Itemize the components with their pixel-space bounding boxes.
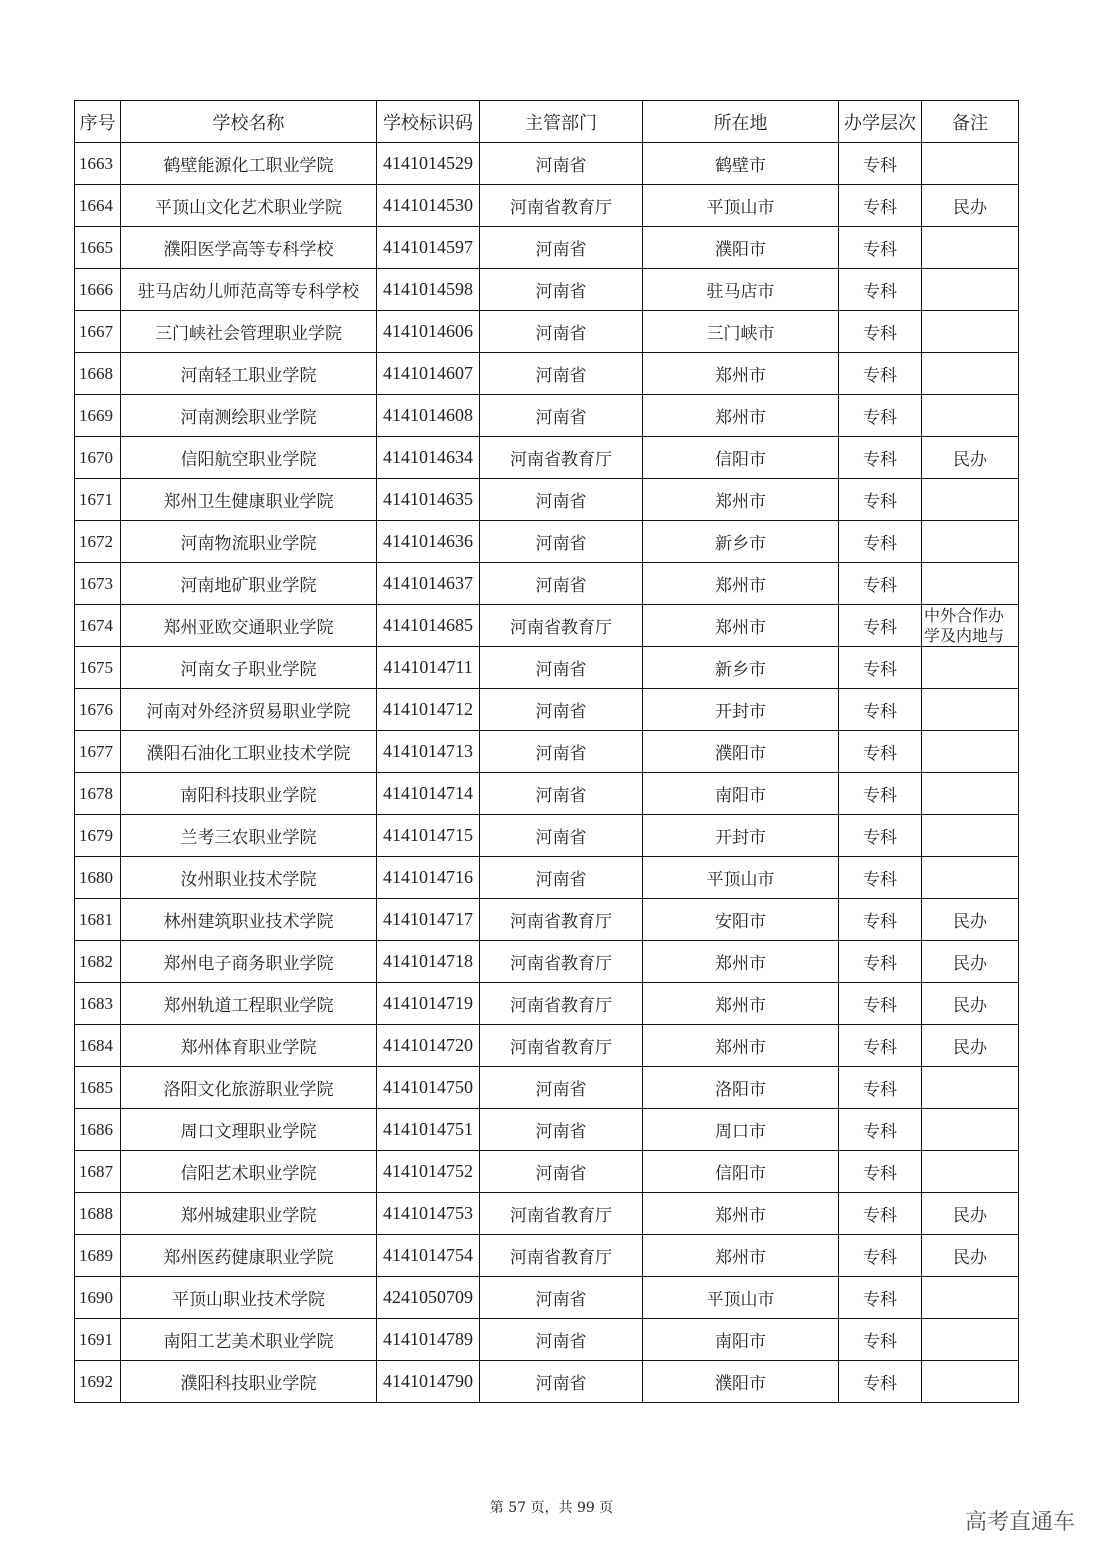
cell-level: 专科 bbox=[839, 1361, 922, 1403]
table-row bbox=[75, 437, 1019, 479]
table-row bbox=[75, 395, 1019, 437]
table-row bbox=[75, 815, 1019, 857]
cell-level: 专科 bbox=[839, 437, 922, 479]
cell-note: 民办 bbox=[922, 941, 1019, 983]
cell-dept: 河南省 bbox=[480, 815, 643, 857]
cell-name: 河南地矿职业学院 bbox=[121, 563, 377, 605]
cell-loc: 南阳市 bbox=[643, 773, 839, 815]
cell-dept: 河南省教育厅 bbox=[480, 1235, 643, 1277]
cell-loc: 信阳市 bbox=[643, 1151, 839, 1193]
cell-name: 兰考三农职业学院 bbox=[121, 815, 377, 857]
cell-dept: 河南省 bbox=[480, 1277, 643, 1319]
cell-dept: 河南省 bbox=[480, 143, 643, 185]
column-header: 办学层次 bbox=[839, 101, 922, 143]
cell-dept: 河南省教育厅 bbox=[480, 437, 643, 479]
cell-name: 信阳艺术职业学院 bbox=[121, 1151, 377, 1193]
cell-level: 专科 bbox=[839, 521, 922, 563]
cell-code: 4141014712 bbox=[377, 689, 480, 731]
cell-level: 专科 bbox=[839, 269, 922, 311]
cell-name: 濮阳医学高等专科学校 bbox=[121, 227, 377, 269]
table-row bbox=[75, 605, 1019, 647]
cell-idx: 1678 bbox=[75, 773, 121, 815]
cell-loc: 安阳市 bbox=[643, 899, 839, 941]
cell-level: 专科 bbox=[839, 353, 922, 395]
cell-code: 4141014750 bbox=[377, 1067, 480, 1109]
cell-loc: 开封市 bbox=[643, 689, 839, 731]
cell-idx: 1683 bbox=[75, 983, 121, 1025]
cell-loc: 洛阳市 bbox=[643, 1067, 839, 1109]
cell-idx: 1687 bbox=[75, 1151, 121, 1193]
cell-note bbox=[922, 857, 1019, 899]
cell-level: 专科 bbox=[839, 1067, 922, 1109]
cell-code: 4141014718 bbox=[377, 941, 480, 983]
cell-dept: 河南省 bbox=[480, 1361, 643, 1403]
cell-idx: 1681 bbox=[75, 899, 121, 941]
cell-level: 专科 bbox=[839, 395, 922, 437]
cell-level: 专科 bbox=[839, 899, 922, 941]
table-row bbox=[75, 689, 1019, 731]
cell-code: 4141014717 bbox=[377, 899, 480, 941]
table-row bbox=[75, 269, 1019, 311]
cell-loc: 郑州市 bbox=[643, 1025, 839, 1067]
cell-name: 南阳科技职业学院 bbox=[121, 773, 377, 815]
cell-note bbox=[922, 521, 1019, 563]
cell-idx: 1672 bbox=[75, 521, 121, 563]
cell-note bbox=[922, 1361, 1019, 1403]
cell-loc: 开封市 bbox=[643, 815, 839, 857]
cell-note: 民办 bbox=[922, 185, 1019, 227]
table-row bbox=[75, 773, 1019, 815]
cell-name: 鹤壁能源化工职业学院 bbox=[121, 143, 377, 185]
cell-note: 民办 bbox=[922, 1193, 1019, 1235]
table-row bbox=[75, 857, 1019, 899]
cell-code: 4141014714 bbox=[377, 773, 480, 815]
cell-dept: 河南省 bbox=[480, 731, 643, 773]
table-row bbox=[75, 479, 1019, 521]
cell-level: 专科 bbox=[839, 773, 922, 815]
cell-name: 郑州城建职业学院 bbox=[121, 1193, 377, 1235]
cell-code: 4141014685 bbox=[377, 605, 480, 647]
cell-level: 专科 bbox=[839, 941, 922, 983]
cell-code: 4141014608 bbox=[377, 395, 480, 437]
cell-loc: 郑州市 bbox=[643, 563, 839, 605]
cell-dept: 河南省教育厅 bbox=[480, 1193, 643, 1235]
cell-dept: 河南省 bbox=[480, 563, 643, 605]
cell-code: 4141014752 bbox=[377, 1151, 480, 1193]
table-header bbox=[75, 101, 1019, 143]
cell-level: 专科 bbox=[839, 647, 922, 689]
cell-loc: 平顶山市 bbox=[643, 185, 839, 227]
schools-table bbox=[74, 100, 1019, 1403]
table-row bbox=[75, 563, 1019, 605]
cell-note: 民办 bbox=[922, 437, 1019, 479]
cell-dept: 河南省教育厅 bbox=[480, 941, 643, 983]
column-header: 学校标识码 bbox=[377, 101, 480, 143]
table-row bbox=[75, 983, 1019, 1025]
table-row bbox=[75, 1277, 1019, 1319]
cell-note bbox=[922, 1067, 1019, 1109]
cell-code: 4141014716 bbox=[377, 857, 480, 899]
cell-name: 信阳航空职业学院 bbox=[121, 437, 377, 479]
cell-loc: 郑州市 bbox=[643, 1235, 839, 1277]
cell-note: 民办 bbox=[922, 1235, 1019, 1277]
cell-note bbox=[922, 689, 1019, 731]
cell-name: 河南女子职业学院 bbox=[121, 647, 377, 689]
cell-name: 洛阳文化旅游职业学院 bbox=[121, 1067, 377, 1109]
cell-dept: 河南省 bbox=[480, 1319, 643, 1361]
cell-idx: 1692 bbox=[75, 1361, 121, 1403]
cell-dept: 河南省教育厅 bbox=[480, 983, 643, 1025]
cell-code: 4141014713 bbox=[377, 731, 480, 773]
table-row bbox=[75, 647, 1019, 689]
cell-loc: 周口市 bbox=[643, 1109, 839, 1151]
cell-idx: 1670 bbox=[75, 437, 121, 479]
cell-idx: 1691 bbox=[75, 1319, 121, 1361]
table-row bbox=[75, 311, 1019, 353]
watermark: 高考直通车 bbox=[965, 1510, 1076, 1535]
cell-note bbox=[922, 563, 1019, 605]
cell-dept: 河南省教育厅 bbox=[480, 605, 643, 647]
cell-note bbox=[922, 1151, 1019, 1193]
cell-dept: 河南省 bbox=[480, 353, 643, 395]
cell-loc: 郑州市 bbox=[643, 1193, 839, 1235]
cell-name: 平顶山文化艺术职业学院 bbox=[121, 185, 377, 227]
cell-name: 林州建筑职业技术学院 bbox=[121, 899, 377, 941]
table-row bbox=[75, 731, 1019, 773]
column-header: 主管部门 bbox=[480, 101, 643, 143]
cell-level: 专科 bbox=[839, 1277, 922, 1319]
cell-note bbox=[922, 227, 1019, 269]
cell-idx: 1682 bbox=[75, 941, 121, 983]
table-row bbox=[75, 1319, 1019, 1361]
cell-loc: 三门峡市 bbox=[643, 311, 839, 353]
cell-name: 驻马店幼儿师范高等专科学校 bbox=[121, 269, 377, 311]
cell-name: 河南测绘职业学院 bbox=[121, 395, 377, 437]
column-header: 备注 bbox=[922, 101, 1019, 143]
cell-code: 4141014607 bbox=[377, 353, 480, 395]
cell-dept: 河南省 bbox=[480, 857, 643, 899]
cell-loc: 郑州市 bbox=[643, 941, 839, 983]
table-row bbox=[75, 1193, 1019, 1235]
cell-code: 4141014753 bbox=[377, 1193, 480, 1235]
cell-code: 4141014715 bbox=[377, 815, 480, 857]
cell-level: 专科 bbox=[839, 731, 922, 773]
cell-name: 三门峡社会管理职业学院 bbox=[121, 311, 377, 353]
cell-idx: 1689 bbox=[75, 1235, 121, 1277]
table-row bbox=[75, 521, 1019, 563]
cell-dept: 河南省 bbox=[480, 521, 643, 563]
cell-dept: 河南省 bbox=[480, 689, 643, 731]
cell-code: 4141014606 bbox=[377, 311, 480, 353]
cell-note: 民办 bbox=[922, 1025, 1019, 1067]
cell-dept: 河南省 bbox=[480, 773, 643, 815]
cell-dept: 河南省 bbox=[480, 479, 643, 521]
cell-idx: 1664 bbox=[75, 185, 121, 227]
cell-loc: 驻马店市 bbox=[643, 269, 839, 311]
cell-code: 4141014720 bbox=[377, 1025, 480, 1067]
cell-name: 郑州亚欧交通职业学院 bbox=[121, 605, 377, 647]
cell-idx: 1688 bbox=[75, 1193, 121, 1235]
cell-loc: 郑州市 bbox=[643, 479, 839, 521]
cell-note bbox=[922, 815, 1019, 857]
cell-dept: 河南省教育厅 bbox=[480, 899, 643, 941]
cell-idx: 1679 bbox=[75, 815, 121, 857]
column-header: 所在地 bbox=[643, 101, 839, 143]
cell-code: 4141014634 bbox=[377, 437, 480, 479]
cell-idx: 1673 bbox=[75, 563, 121, 605]
table-row bbox=[75, 899, 1019, 941]
cell-idx: 1677 bbox=[75, 731, 121, 773]
table-row bbox=[75, 353, 1019, 395]
cell-note bbox=[922, 1319, 1019, 1361]
cell-idx: 1675 bbox=[75, 647, 121, 689]
cell-level: 专科 bbox=[839, 227, 922, 269]
cell-loc: 信阳市 bbox=[643, 437, 839, 479]
cell-loc: 郑州市 bbox=[643, 605, 839, 647]
cell-loc: 濮阳市 bbox=[643, 227, 839, 269]
page-footer: 第 57 页，共 99 页 bbox=[489, 1500, 614, 1516]
cell-level: 专科 bbox=[839, 815, 922, 857]
column-header: 学校名称 bbox=[121, 101, 377, 143]
cell-note bbox=[922, 311, 1019, 353]
cell-note bbox=[922, 1109, 1019, 1151]
cell-note bbox=[922, 647, 1019, 689]
cell-level: 专科 bbox=[839, 1151, 922, 1193]
cell-loc: 濮阳市 bbox=[643, 1361, 839, 1403]
column-header: 序号 bbox=[75, 101, 121, 143]
cell-level: 专科 bbox=[839, 689, 922, 731]
cell-code: 4141014789 bbox=[377, 1319, 480, 1361]
cell-level: 专科 bbox=[839, 563, 922, 605]
cell-name: 河南物流职业学院 bbox=[121, 521, 377, 563]
table-row bbox=[75, 185, 1019, 227]
cell-note bbox=[922, 1277, 1019, 1319]
cell-code: 4141014754 bbox=[377, 1235, 480, 1277]
cell-note bbox=[922, 353, 1019, 395]
cell-code: 4141014790 bbox=[377, 1361, 480, 1403]
cell-idx: 1685 bbox=[75, 1067, 121, 1109]
cell-name: 濮阳科技职业学院 bbox=[121, 1361, 377, 1403]
cell-code: 4141014597 bbox=[377, 227, 480, 269]
cell-loc: 平顶山市 bbox=[643, 1277, 839, 1319]
cell-note bbox=[922, 269, 1019, 311]
cell-level: 专科 bbox=[839, 857, 922, 899]
cell-note: 民办 bbox=[922, 983, 1019, 1025]
cell-loc: 鹤壁市 bbox=[643, 143, 839, 185]
cell-note bbox=[922, 773, 1019, 815]
cell-name: 郑州体育职业学院 bbox=[121, 1025, 377, 1067]
cell-name: 汝州职业技术学院 bbox=[121, 857, 377, 899]
cell-dept: 河南省 bbox=[480, 1151, 643, 1193]
cell-level: 专科 bbox=[839, 479, 922, 521]
cell-dept: 河南省 bbox=[480, 227, 643, 269]
cell-idx: 1666 bbox=[75, 269, 121, 311]
cell-dept: 河南省 bbox=[480, 1067, 643, 1109]
cell-loc: 郑州市 bbox=[643, 395, 839, 437]
cell-level: 专科 bbox=[839, 143, 922, 185]
cell-level: 专科 bbox=[839, 605, 922, 647]
cell-dept: 河南省 bbox=[480, 269, 643, 311]
cell-name: 濮阳石油化工职业技术学院 bbox=[121, 731, 377, 773]
cell-code: 4141014711 bbox=[377, 647, 480, 689]
cell-loc: 新乡市 bbox=[643, 647, 839, 689]
cell-name: 周口文理职业学院 bbox=[121, 1109, 377, 1151]
cell-idx: 1686 bbox=[75, 1109, 121, 1151]
cell-code: 4141014637 bbox=[377, 563, 480, 605]
cell-loc: 平顶山市 bbox=[643, 857, 839, 899]
table-row bbox=[75, 1235, 1019, 1277]
cell-idx: 1668 bbox=[75, 353, 121, 395]
cell-code: 4141014636 bbox=[377, 521, 480, 563]
table-row bbox=[75, 1361, 1019, 1403]
cell-name: 郑州医药健康职业学院 bbox=[121, 1235, 377, 1277]
cell-idx: 1676 bbox=[75, 689, 121, 731]
cell-dept: 河南省 bbox=[480, 1109, 643, 1151]
cell-loc: 南阳市 bbox=[643, 1319, 839, 1361]
cell-code: 4141014635 bbox=[377, 479, 480, 521]
cell-dept: 河南省教育厅 bbox=[480, 185, 643, 227]
cell-level: 专科 bbox=[839, 983, 922, 1025]
cell-loc: 郑州市 bbox=[643, 983, 839, 1025]
cell-idx: 1669 bbox=[75, 395, 121, 437]
cell-idx: 1674 bbox=[75, 605, 121, 647]
table-row bbox=[75, 227, 1019, 269]
cell-level: 专科 bbox=[839, 1193, 922, 1235]
table-row bbox=[75, 1025, 1019, 1067]
table-row bbox=[75, 941, 1019, 983]
cell-idx: 1665 bbox=[75, 227, 121, 269]
cell-idx: 1690 bbox=[75, 1277, 121, 1319]
cell-name: 郑州卫生健康职业学院 bbox=[121, 479, 377, 521]
cell-level: 专科 bbox=[839, 1319, 922, 1361]
cell-name: 郑州电子商务职业学院 bbox=[121, 941, 377, 983]
cell-note bbox=[922, 479, 1019, 521]
cell-note: 民办 bbox=[922, 899, 1019, 941]
cell-level: 专科 bbox=[839, 1235, 922, 1277]
cell-idx: 1684 bbox=[75, 1025, 121, 1067]
cell-level: 专科 bbox=[839, 185, 922, 227]
cell-note bbox=[922, 395, 1019, 437]
cell-name: 平顶山职业技术学院 bbox=[121, 1277, 377, 1319]
cell-level: 专科 bbox=[839, 1109, 922, 1151]
cell-loc: 新乡市 bbox=[643, 521, 839, 563]
cell-code: 4141014751 bbox=[377, 1109, 480, 1151]
cell-code: 4141014598 bbox=[377, 269, 480, 311]
cell-idx: 1667 bbox=[75, 311, 121, 353]
cell-level: 专科 bbox=[839, 1025, 922, 1067]
cell-note bbox=[922, 143, 1019, 185]
cell-level: 专科 bbox=[839, 311, 922, 353]
cell-name: 南阳工艺美术职业学院 bbox=[121, 1319, 377, 1361]
cell-dept: 河南省 bbox=[480, 311, 643, 353]
cell-name: 河南轻工职业学院 bbox=[121, 353, 377, 395]
cell-code: 4141014530 bbox=[377, 185, 480, 227]
cell-note bbox=[922, 731, 1019, 773]
cell-idx: 1680 bbox=[75, 857, 121, 899]
cell-idx: 1663 bbox=[75, 143, 121, 185]
cell-dept: 河南省教育厅 bbox=[480, 1025, 643, 1067]
cell-code: 4141014719 bbox=[377, 983, 480, 1025]
cell-code: 4141014529 bbox=[377, 143, 480, 185]
cell-name: 郑州轨道工程职业学院 bbox=[121, 983, 377, 1025]
table-row bbox=[75, 1109, 1019, 1151]
table-row bbox=[75, 143, 1019, 185]
cell-code: 4241050709 bbox=[377, 1277, 480, 1319]
cell-loc: 郑州市 bbox=[643, 353, 839, 395]
cell-loc: 濮阳市 bbox=[643, 731, 839, 773]
cell-idx: 1671 bbox=[75, 479, 121, 521]
cell-name: 河南对外经济贸易职业学院 bbox=[121, 689, 377, 731]
cell-note: 中外合作办学及内地与 bbox=[922, 605, 1019, 647]
table-row bbox=[75, 1151, 1019, 1193]
table-row bbox=[75, 1067, 1019, 1109]
cell-dept: 河南省 bbox=[480, 647, 643, 689]
cell-dept: 河南省 bbox=[480, 395, 643, 437]
